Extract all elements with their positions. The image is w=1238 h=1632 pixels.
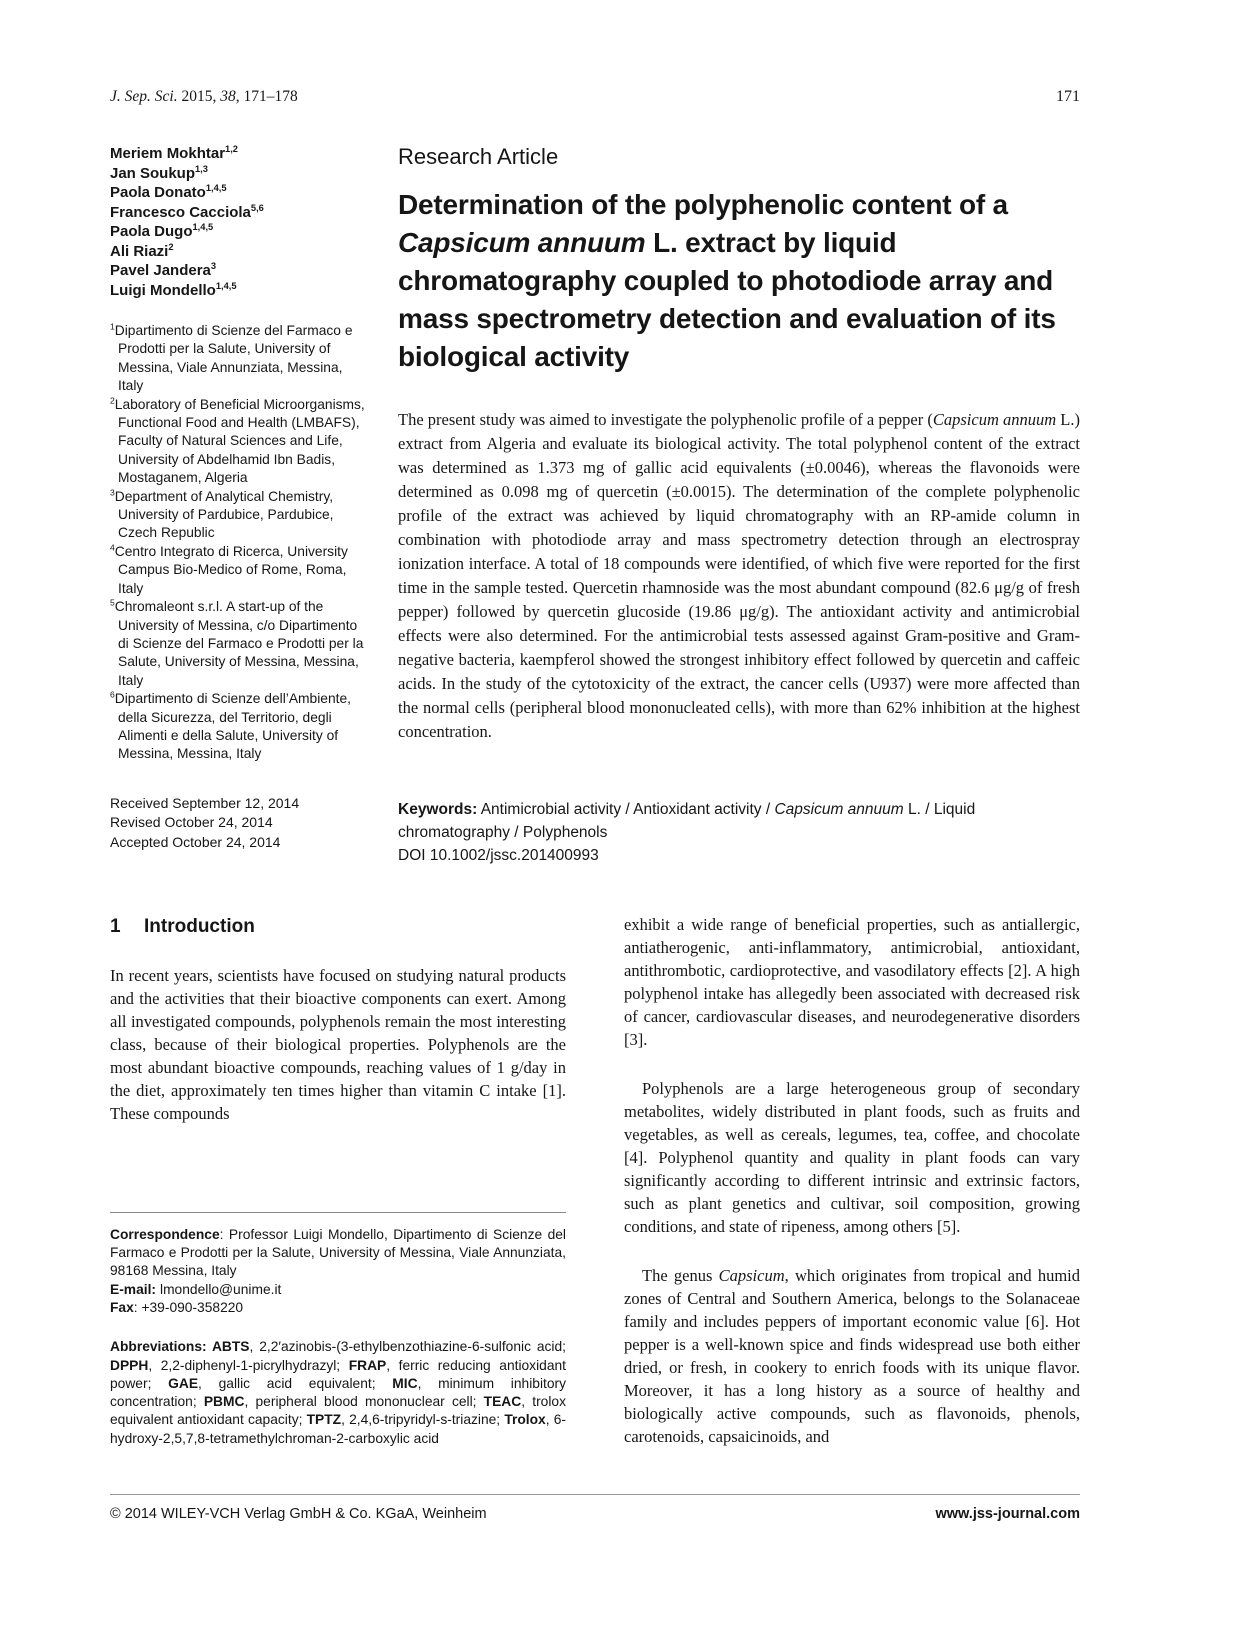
- body-paragraph-1: exhibit a wide range of beneficial properties, such as antiallergic, antiatherogenic, anti-inflammatory, antimicrobial, antioxidant, antithrombotic, cardioprotective, and vasodilatory effects [2]. A high polyphenol intake has allegedly been associated with decreased risk of cancer, cardiovascular diseases, and neurodegenerative disorders [3].: [624, 915, 1080, 1049]
- article-type-label: Research Article: [398, 144, 559, 169]
- author-name: Jan Soukup: [110, 164, 196, 182]
- author-affil-sup: 1,4,5: [205, 183, 227, 193]
- affiliation-item: [110, 396, 365, 488]
- author-list: [110, 144, 365, 300]
- author-row: [110, 222, 365, 242]
- author-name: Meriem Mokhtar: [110, 145, 226, 162]
- affiliation-item: [110, 322, 365, 396]
- author-affil-sup: 1,3: [195, 163, 208, 174]
- affiliation-item: [110, 543, 365, 598]
- journal-website-link[interactable]: www.jss-journal.com: [935, 1506, 1080, 1522]
- body-paragraph-3: The genus Capsicum, which originates from tropical and humid zones of Central and Southern America, belongs to the Solanaceae family and includes peppers of important economic value [6]. Hot pepper is a well-known spice and finds widespread use both either dried, or fresh, in cookery to enrich foods with its unique flavor. Moreover, it has a long history as a source of healthy and biologically active compounds, such as flavonoids, phenols, carotenoids, capsaicinoids, and: [624, 1266, 1080, 1446]
- affiliation-number: 4: [110, 542, 115, 553]
- author-row: [110, 261, 365, 281]
- footnote-block: [110, 1182, 566, 1448]
- affiliation-text: Laboratory of Beneficial Microorganisms, Functional Food and Health (LMBAFS), Faculty of Natural Sciences and Life, University of Abdelhamid Ibn Badis, Mostaganem, Algeria: [114, 396, 365, 486]
- affiliation-number: 6: [110, 689, 115, 700]
- doi-line: DOI 10.1002/jssc.201400993: [398, 847, 599, 864]
- page-number: 171: [1056, 88, 1080, 105]
- author-name: Paola Donato: [110, 184, 206, 201]
- author-affil-sup: 1,2: [225, 144, 238, 154]
- abstract-text: The present study was aimed to investigate the polyphenolic profile of a pepper (Capsicum annuum L.) extract from Algeria and evaluate its biological activity. The total polyphenol content of the extract was determined as 1.373 mg of gallic acid equivalents (±0.0046), whereas the flavonoids were determined as 0.098 mg of quercetin (±0.0015). The determination of the complete polyphenolic profile of the extract was achieved by liquid chromatography with an RP-amide column in combination with photodiode array and mass spectrometry detection through an electrospray ionization interface. A total of 18 compounds were identified, of which five were reported for the first time in the sample tested. Quercetin rhamnoside was the most abundant compound (82.6 μg/g of fresh pepper) followed by quercetin glucoside (19.86 μg/g). The antioxidant activity and antimicrobial effects were also determined. For the antimicrobial tests assessed against Gram-positive and Gram-negative bacteria, kaempferol showed the strongest inhibitory effect followed by quercetin and caffeic acids. In the study of the cytotoxicity of the extract, the cancer cells (U937) were more affected than the normal cells (peripheral blood mononucleated cells), with more than 62% inhibition at the highest concentration.: [398, 410, 1081, 741]
- author-name: Paola Dugo: [110, 223, 193, 240]
- affiliation-text: Dipartimento di Scienze del Farmaco e Prodotti per la Salute, University of Messina, Viale Annunziata, Messina, Italy: [114, 323, 353, 394]
- section-number: 1: [110, 916, 121, 937]
- section-title: Introduction: [144, 916, 255, 937]
- body-column-left: [110, 911, 566, 1448]
- author-name: Ali Riazi: [110, 242, 169, 260]
- email-label: E-mail:: [110, 1281, 156, 1297]
- author-name: Pavel Jandera: [110, 262, 211, 279]
- author-affil-sup: 1,4,5: [215, 280, 237, 291]
- affiliation-text: Dipartimento di Scienze dell’Ambiente, della Sicurezza, del Territorio, degli Alimenti e della Salute, University of Messina, Messina, Italy: [114, 691, 351, 762]
- author-row: [110, 164, 365, 184]
- accepted-date: Accepted October 24, 2014: [110, 833, 281, 850]
- footnote-divider: [110, 1212, 566, 1213]
- author-row: [110, 203, 365, 223]
- email-address-link[interactable]: lmondello@unime.it: [160, 1281, 282, 1297]
- section-heading-introduction: [110, 915, 566, 938]
- copyright-notice: © 2014 WILEY-VCH Verlag GmbH & Co. KGaA, Weinheim: [110, 1506, 487, 1522]
- email-note: [110, 1281, 566, 1299]
- affiliation-item: [110, 690, 365, 764]
- affiliation-item: [110, 488, 365, 543]
- author-row: [110, 144, 365, 164]
- page-header: [110, 88, 1080, 106]
- page-footer: [110, 1494, 1080, 1522]
- affiliation-number: 5: [110, 597, 115, 608]
- author-sidebar: [110, 144, 365, 867]
- abbreviations-note: Abbreviations: ABTS, 2,2′azinobis-(3-ethylbenzothiazine-6-sulfonic acid; DPPH, 2,2-diphenyl-1-picrylhydrazyl; FRAP, ferric reducing antioxidant power; GAE, gallic acid equivalent; MIC, minimum inhibitory concentration; PBMC, peripheral blood mononuclear cell; TEAC, trolox equivalent antioxidant capacity; TPTZ, 2,4,6-tripyridyl-s-triazine; Trolox, 6-hydroxy-2,5,7,8-tetramethylchroman-2-carboxylic acid: [110, 1339, 567, 1446]
- affiliation-number: 3: [110, 487, 115, 498]
- keywords-block: [398, 798, 1080, 867]
- author-affil-sup: 3: [210, 261, 217, 271]
- journal-citation: J. Sep. Sci. 2015, 38, 171–178: [110, 88, 298, 105]
- article-head: [398, 144, 1080, 867]
- author-affil-sup: 2: [168, 241, 174, 252]
- affiliation-number: 1: [110, 321, 115, 332]
- author-row: [110, 281, 365, 301]
- affiliation-text: Chromaleont s.r.l. A start-up of the University of Messina, c/o Dipartimento di Scienze del Farmaco e Prodotti per la Salute, University of Messina, Messina, Italy: [114, 599, 364, 688]
- keywords-line: Keywords: Antimicrobial activity / Antioxidant activity / Capsicum annuum L. / Liquid chromatography / Polyphenols: [398, 801, 976, 841]
- body-paragraph-2: Polyphenols are a large heterogeneous group of secondary metabolites, widely distributed in plant foods, such as fruits and vegetables, as well as cereals, legumes, tea, coffee, and chocolate [4]. Polyphenol quantity and quality in plant foods can vary significantly according to different intrinsic and extrinsic factors, such as plant genetics and cultivar, soil composition, growing conditions, and state of ripeness, among others [5].: [624, 1079, 1080, 1236]
- affiliation-list: [110, 322, 365, 764]
- body-column-right: [624, 911, 1080, 1448]
- author-affil-sup: 5,6: [250, 202, 264, 213]
- correspondence-note: Correspondence: Professor Luigi Mondello, Dipartimento di Scienze del Farmaco e Prodotti per la Salute, University of Messina, Viale Annunziata, 98168 Messina, Italy: [110, 1226, 566, 1279]
- affiliation-item: [110, 598, 365, 690]
- author-row: [110, 183, 365, 203]
- author-name: Luigi Mondello: [110, 281, 216, 299]
- affiliation-number: 2: [110, 395, 115, 406]
- author-row: [110, 242, 365, 262]
- title-block: [110, 144, 1080, 867]
- author-affil-sup: 1,4,5: [192, 222, 214, 232]
- article-body: [110, 911, 1080, 1448]
- revised-date: Revised October 24, 2014: [110, 814, 273, 831]
- author-name: Francesco Cacciola: [110, 203, 251, 221]
- affiliation-text: Department of Analytical Chemistry, University of Pardubice, Pardubice, Czech Republic: [114, 488, 334, 541]
- article-history: [110, 794, 365, 853]
- article-title: Determination of the polyphenolic content of a Capsicum annuum L. extract by liquid chromatography coupled to photodiode array and mass spectrometry detection and evaluation of its biological activity: [398, 189, 1056, 372]
- intro-paragraph: In recent years, scientists have focused on studying natural products and the activities that their bioactive components can exert. Among all investigated compounds, polyphenols remain the most interesting class, because of their biological properties. Polyphenols are the most abundant bioactive compounds, reaching values of 1 g/day in the diet, approximately ten times higher than vitamin C intake [1]. These compounds: [110, 966, 566, 1123]
- received-date: Received September 12, 2014: [110, 794, 300, 811]
- fax-note: Fax: +39-090-358220: [110, 1299, 244, 1315]
- affiliation-text: Centro Integrato di Ricerca, University Campus Bio-Medico of Rome, Roma, Italy: [114, 543, 348, 596]
